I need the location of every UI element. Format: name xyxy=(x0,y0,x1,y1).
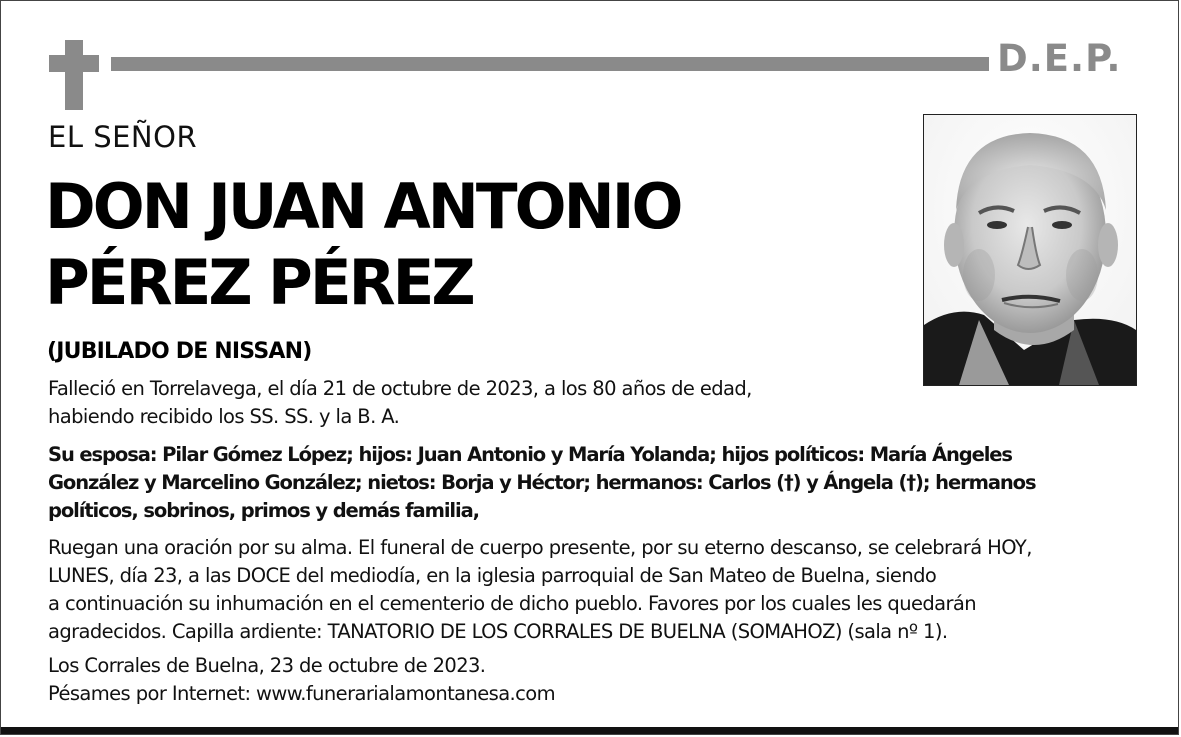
funeral-line-3: a continuación su inhumación en el cementerio de dicho pueblo. Favores por los cuales les quedarán xyxy=(48,592,977,615)
footer xyxy=(48,652,555,708)
family-line-2: González y Marcelino González; nietos: Borja y Héctor; hermanos: Carlos (†) y Ángela (†); hermanos xyxy=(48,471,1036,494)
funeral-details xyxy=(48,534,1032,646)
death-notice-line-2: habiendo recibido los SS. SS. y la B. A. xyxy=(48,405,400,428)
funeral-line-2: LUNES, día 23, a las DOCE del mediodía, en la iglesia parroquial de San Mateo de Buelna, siendo xyxy=(48,564,937,587)
header-rule xyxy=(111,57,989,71)
funeral-line-4: agradecidos. Capilla ardiente: TANATORIO DE LOS CORRALES DE BUELNA (SOMAHOZ) (sala nº 1). xyxy=(48,620,948,643)
deceased-name xyxy=(45,169,680,321)
name-line-2: PÉREZ PÉREZ xyxy=(45,246,473,319)
funeral-line-1: Ruegan una oración por su alma. El funeral de cuerpo presente, por su eterno descanso, se celebrará HOY, xyxy=(48,536,1032,559)
family-line-3: políticos, sobrinos, primos y demás familia, xyxy=(48,499,479,522)
name-line-1: DON JUAN ANTONIO xyxy=(45,170,681,243)
bottom-rule xyxy=(1,727,1178,734)
death-notice-line-1: Falleció en Torrelavega, el día 21 de octubre de 2023, a los 80 años de edad, xyxy=(48,377,752,400)
family-list xyxy=(48,441,1035,525)
dep-badge: D.E.P. xyxy=(997,37,1122,80)
death-notice xyxy=(48,375,752,431)
cross-icon xyxy=(49,40,99,110)
portrait-image xyxy=(924,115,1136,385)
condolences-link: Pésames por Internet: www.funerarialamontanesa.com xyxy=(48,682,555,705)
family-line-1: Su esposa: Pilar Gómez López; hijos: Juan Antonio y María Yolanda; hijos políticos: María Ángeles xyxy=(48,443,1012,466)
portrait-photo xyxy=(923,114,1137,386)
occupation: (JUBILADO DE NISSAN) xyxy=(47,339,312,364)
place-date: Los Corrales de Buelna, 23 de octubre de 2023. xyxy=(48,654,486,677)
honorific: EL SEÑOR xyxy=(48,120,198,154)
